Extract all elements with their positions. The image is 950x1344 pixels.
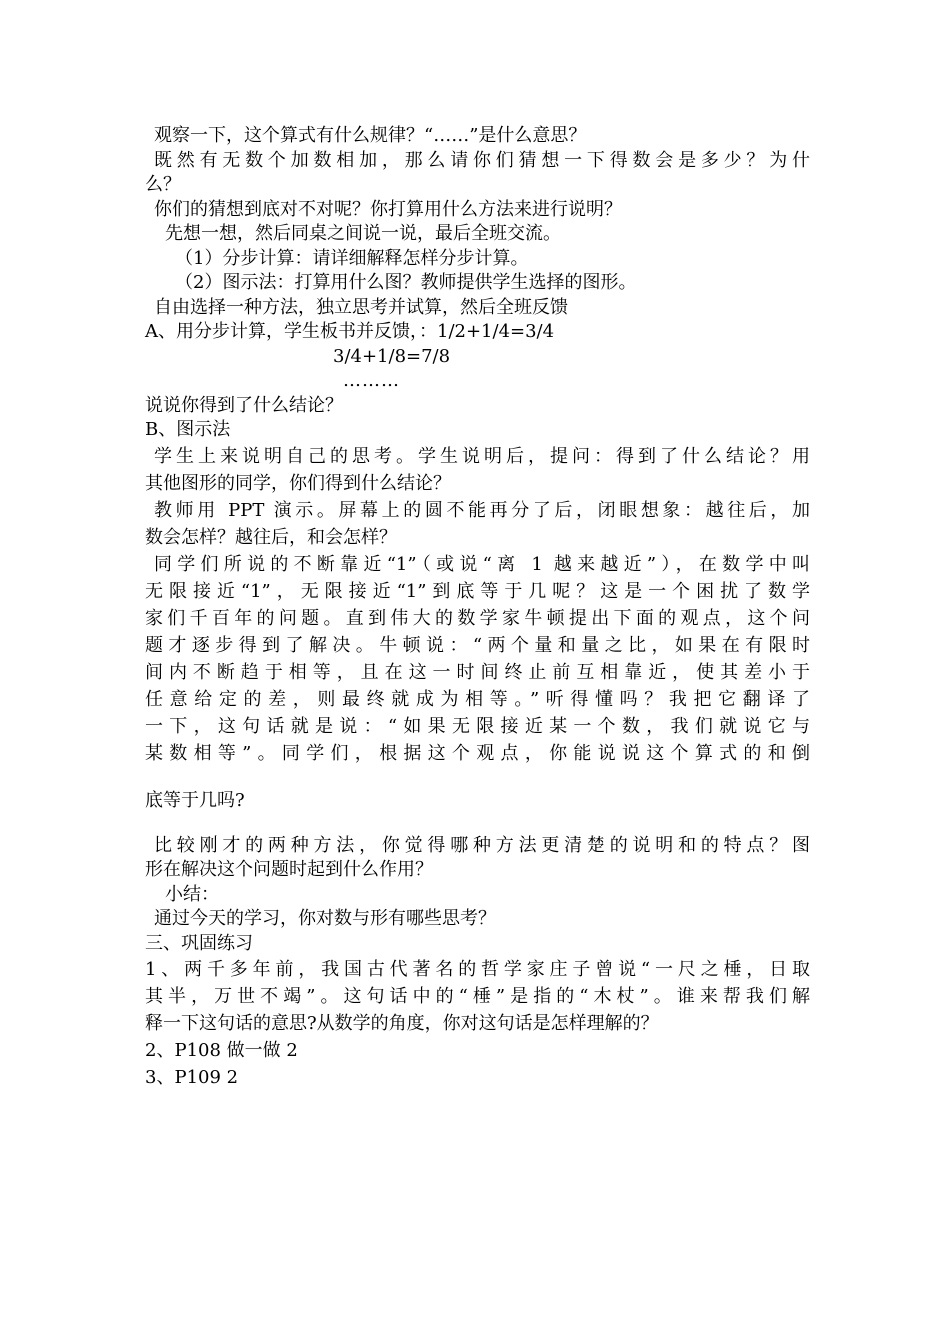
text-line: 通过今天的学习，你对数与形有哪些思考？ (154, 908, 496, 929)
text-line: 观察一下，这个算式有什么规律？“……”是什么意思？ (154, 125, 587, 146)
text-line: 你们的猜想到底对不对呢？你打算用什么方法来进行说明？ (154, 198, 622, 220)
text-line: 说说你得到了什么结论？ (145, 394, 343, 416)
text-line: 间内不断趋于相等，且在这一时间终止前互相靠近，使其差小于 (145, 661, 810, 683)
section-heading: 三、巩固练习 (145, 932, 253, 954)
exercise-line: 其半，万世不竭”。这句话中的“棰”是指的“木杖”。谁来帮我们解 (145, 986, 810, 1007)
text-line: 同学们所说的不断靠近“1”（或说“离 1 越来越近”），在数学中叫 (154, 553, 810, 575)
text-line: 比较刚才的两种方法，你觉得哪种方法更清楚的说明和的特点？图 (154, 834, 810, 856)
calculation-line: 3/4+1/8=7/8 (333, 345, 451, 367)
text-line: 数会怎样？越往后，和会怎样？ (145, 526, 397, 548)
text-line: 一下，这句话就是说：“如果无限接近某一个数，我们就说它与 (145, 715, 810, 737)
text-line: 么？ (145, 174, 181, 195)
text-line: 既然有无数个加数相加，那么请你们猜想一下得数会是多少？为什 (154, 149, 810, 171)
text-line: 自由选择一种方法，独立思考并试算，然后全班反馈 (154, 296, 568, 318)
text-line: 任意给定的差，则最终就成为相等。”听得懂吗？我把它翻译了 (145, 688, 810, 710)
text-line: 底等于几吗? (145, 789, 245, 811)
text-line: 某数相等”。同学们，根据这个观点，你能说说这个算式的和倒 (145, 742, 810, 764)
ellipsis-line: ……… (343, 370, 400, 391)
section-label: B、图示法 (145, 419, 231, 440)
text-line: A、用分步计算，学生板书并反馈，：1/2+1/4=3/4 (145, 321, 555, 342)
text-line: 家们千百年的问题。直到伟大的数学家牛顿提出下面的观点，这个问 (145, 607, 810, 629)
text-line: 题才逐步得到了解决。牛顿说：“两个量和量之比，如果在有限时 (145, 634, 810, 656)
text-line: 形在解决这个问题时起到什么作用？ (145, 859, 433, 880)
text-line: 教师用 PPT 演示。屏幕上的圆不能再分了后，闭眼想象：越往后，加 (154, 499, 810, 521)
text-line: 先想一想，然后同桌之间说一说，最后全班交流。 (165, 223, 561, 244)
text-line: 无限接近“1”，无限接近“1”到底等于几呢？这是一个困扰了数学 (145, 580, 810, 602)
text-line: 学生上来说明自己的思考。学生说明后，提问：得到了什么结论？用 (154, 445, 810, 467)
lesson-text (145, 124, 810, 1091)
summary-label: 小结： (165, 883, 219, 905)
exercise-line: 2、P108 做一做 2 (145, 1040, 298, 1061)
exercise-line: 释一下这句话的意思?从数学的角度，你对这句话是怎样理解的？ (145, 1013, 659, 1034)
exercise-line: 3、P109 2 (145, 1067, 239, 1088)
text-line: （1）分步计算：请详细解释怎样分步计算。 (175, 247, 529, 269)
exercise-line: 1、两千多年前，我国古代著名的哲学家庄子曾说“一尺之棰，日取 (145, 959, 810, 980)
text-line: 其他图形的同学，你们得到什么结论？ (145, 472, 451, 494)
text-line: （2）图示法：打算用什么图？教师提供学生选择的图形。 (175, 272, 637, 293)
